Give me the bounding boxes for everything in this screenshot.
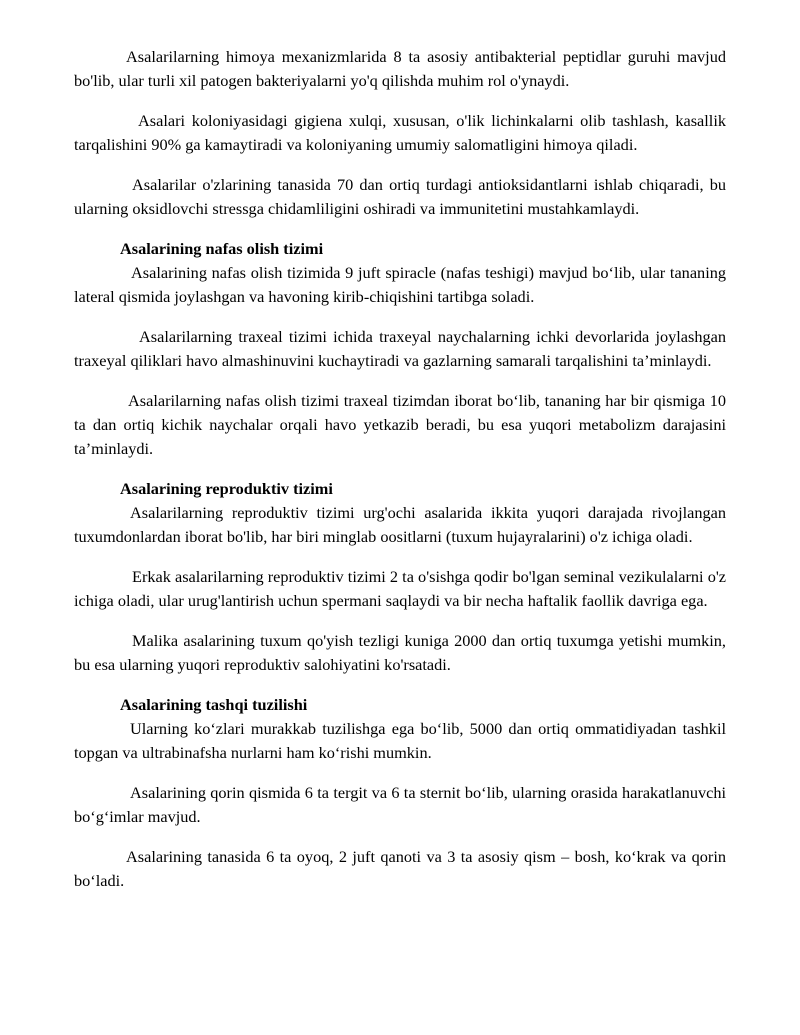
section-heading-external-structure: Asalarining tashqi tuzilishi: [120, 695, 308, 714]
paragraph-antioxidants: Asalarilar o'zlarining tanasida 70 dan ortiq turdagi antioksidantlarni ishlab chiqaradi, bu ularning oksidlovchi stressga chidamliligini oshiradi va immunitetini mustahkamlaydi.: [74, 175, 726, 218]
section-heading-respiratory: Asalarining nafas olish tizimi: [120, 239, 324, 258]
paragraph-tracheal-cilia: Asalarilarning traxeal tizimi ichida traxeyal naychalarning ichki devorlarida joylashgan traxeyal qiliklari havo almashinuvini kuchaytiradi va gazlarning samarali tarqalishini ta’minlaydi.: [74, 327, 726, 370]
section-heading-reproductive: Asalarining reproduktiv tizimi: [120, 479, 333, 498]
paragraph-compound-eyes: Ularning ko‘zlari murakkab tuzilishga ega bo‘lib, 5000 dan ortiq ommatidiyadan tashkil topgan va ultrabinafsha nurlarni ham ko‘rishi mumkin.: [74, 719, 726, 762]
paragraph-body-parts: Asalarining tanasida 6 ta oyoq, 2 juft qanoti va 3 ta asosiy qism – bosh, ko‘krak va qorin bo‘ladi.: [74, 847, 726, 890]
paragraph-ovaries: Asalarilarning reproduktiv tizimi urg'ochi asalarida ikkita yuqori darajada rivojlangan tuxumdonlardan iborat bo'lib, har biri minglab oositlarni (tuxum hujayralarini) o'z ichiga oladi.: [74, 503, 726, 546]
paragraph-seminal-vesicles: Erkak asalarilarning reproduktiv tizimi 2 ta o'sishga qodir bo'lgan seminal vezikulalarni o'z ichiga oladi, ular urug'lantirish uchun spermani saqlaydi va bir necha haftalik faollik davriga ega.: [74, 567, 726, 610]
paragraph-antibacterial-peptides: Asalarilarning himoya mexanizmlarida 8 ta asosiy antibakterial peptidlar guruhi mavjud bo'lib, ular turli xil patogen bakteriyalarni yo'q qilishda muhim rol o'ynaydi.: [74, 47, 726, 90]
document-page: [74, 45, 726, 893]
paragraph-queen-egg-laying: Malika asalarining tuxum qo'yish tezligi kuniga 2000 dan ortiq tuxumga yetishi mumkin, bu esa ularning yuqori reproduktiv salohiyatini ko'rsatadi.: [74, 631, 726, 674]
paragraph-abdomen-segments: Asalarining qorin qismida 6 ta tergit va 6 ta sternit bo‘lib, ularning orasida harakatlanuvchi bo‘g‘imlar mavjud.: [74, 783, 726, 826]
paragraph-hygiene-behavior: Asalari koloniyasidagi gigiena xulqi, xususan, o'lik lichinkalarni olib tashlash, kasallik tarqalishini 90% ga kamaytiradi va koloniyaning umumiy salomatligini himoya qiladi.: [74, 111, 726, 154]
paragraph-tracheal-system: Asalarilarning nafas olish tizimi traxeal tizimdan iborat bo‘lib, tananing har bir qismiga 10 ta dan ortiq kichik naychalar orqali havo yetkazib beradi, bu esa yuqori metabolizm darajasini ta’minlaydi.: [74, 391, 726, 458]
paragraph-spiracles: Asalarining nafas olish tizimida 9 juft spiracle (nafas teshigi) mavjud bo‘lib, ular tananing lateral qismida joylashgan va havoning kirib-chiqishini tartibga soladi.: [74, 263, 726, 306]
